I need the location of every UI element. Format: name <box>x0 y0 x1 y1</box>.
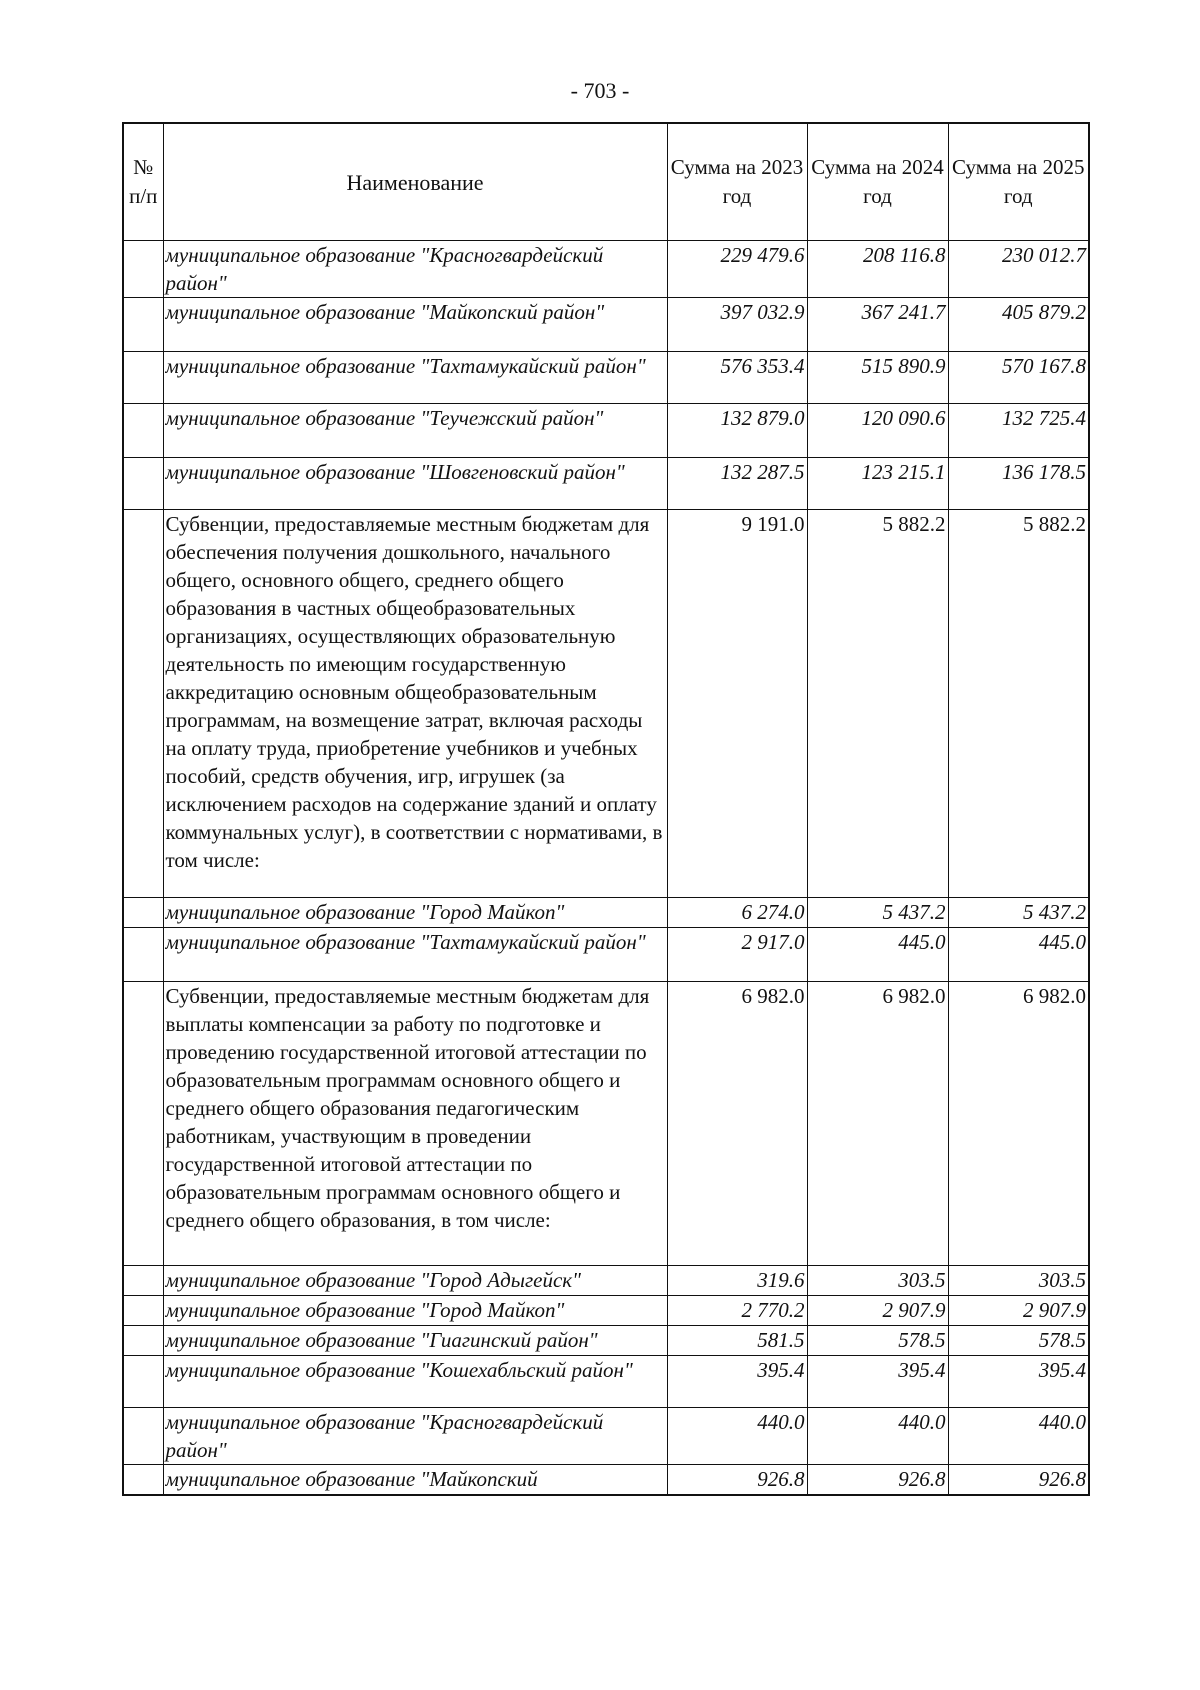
row-2025-cell: 578.5 <box>948 1326 1089 1356</box>
header-2024: Сумма на 2024 год <box>807 123 948 241</box>
table-row <box>123 1326 1089 1356</box>
header-name: Наименование <box>163 123 667 241</box>
row-2023-cell: 395.4 <box>667 1356 807 1408</box>
table-row <box>123 458 1089 510</box>
row-2024-cell: 120 090.6 <box>807 404 948 458</box>
row-name-cell: муниципальное образование "Красногвардейский район" <box>163 241 667 298</box>
table-row <box>123 1408 1089 1465</box>
row-name-cell: муниципальное образование "Теучежский район" <box>163 404 667 458</box>
row-2024-cell: 445.0 <box>807 928 948 982</box>
row-2024-cell: 123 215.1 <box>807 458 948 510</box>
table-row <box>123 982 1089 1266</box>
budget-table <box>122 122 1090 1496</box>
table-row <box>123 928 1089 982</box>
row-2024-cell: 6 982.0 <box>807 982 948 1266</box>
row-2024-cell: 5 882.2 <box>807 510 948 898</box>
row-2024-cell: 5 437.2 <box>807 898 948 928</box>
row-name-cell: муниципальное образование "Гиагинский район" <box>163 1326 667 1356</box>
row-2023-cell: 581.5 <box>667 1326 807 1356</box>
table-row <box>123 898 1089 928</box>
header-2023: Сумма на 2023 год <box>667 123 807 241</box>
row-name-cell: Субвенции, предоставляемые местным бюджетам для выплаты компенсации за работу по подготовке и проведению государственной итоговой аттестации по образовательным программам основного общего и среднего общего образования педагогическим работникам, участвующим в проведении государственной итоговой аттестации по образовательным программам основного общего и среднего общего образования, в том числе: <box>163 982 667 1266</box>
row-number-cell <box>123 898 163 928</box>
row-2023-cell: 319.6 <box>667 1266 807 1296</box>
row-2024-cell: 367 241.7 <box>807 298 948 352</box>
row-2024-cell: 395.4 <box>807 1356 948 1408</box>
row-number-cell <box>123 1465 163 1495</box>
row-name-cell: муниципальное образование "Майкопский <box>163 1465 667 1495</box>
row-2023-cell: 132 879.0 <box>667 404 807 458</box>
row-2024-cell: 2 907.9 <box>807 1296 948 1326</box>
row-2025-cell: 440.0 <box>948 1408 1089 1465</box>
header-2025: Сумма на 2025 год <box>948 123 1089 241</box>
table-row <box>123 1465 1089 1495</box>
row-2023-cell: 9 191.0 <box>667 510 807 898</box>
row-2025-cell: 5 882.2 <box>948 510 1089 898</box>
row-name-cell: муниципальное образование "Тахтамукайский район" <box>163 352 667 404</box>
row-2025-cell: 303.5 <box>948 1266 1089 1296</box>
row-2023-cell: 926.8 <box>667 1465 807 1495</box>
row-2023-cell: 2 770.2 <box>667 1296 807 1326</box>
row-name-cell: муниципальное образование "Кошехабльский район" <box>163 1356 667 1408</box>
table-row <box>123 1266 1089 1296</box>
row-number-cell <box>123 1266 163 1296</box>
row-2023-cell: 229 479.6 <box>667 241 807 298</box>
row-2023-cell: 132 287.5 <box>667 458 807 510</box>
row-2025-cell: 5 437.2 <box>948 898 1089 928</box>
row-2025-cell: 6 982.0 <box>948 982 1089 1266</box>
row-number-cell <box>123 1296 163 1326</box>
row-number-cell <box>123 1408 163 1465</box>
row-2025-cell: 405 879.2 <box>948 298 1089 352</box>
row-number-cell <box>123 1326 163 1356</box>
page-number: - 703 - <box>570 78 630 103</box>
row-2025-cell: 132 725.4 <box>948 404 1089 458</box>
table-row <box>123 352 1089 404</box>
row-name-cell: муниципальное образование "Город Адыгейск" <box>163 1266 667 1296</box>
row-name-cell: муниципальное образование "Город Майкоп" <box>163 1296 667 1326</box>
row-name-cell: муниципальное образование "Город Майкоп" <box>163 898 667 928</box>
row-name-cell: муниципальное образование "Шовгеновский район" <box>163 458 667 510</box>
row-2024-cell: 303.5 <box>807 1266 948 1296</box>
row-2024-cell: 578.5 <box>807 1326 948 1356</box>
row-2023-cell: 2 917.0 <box>667 928 807 982</box>
row-2023-cell: 440.0 <box>667 1408 807 1465</box>
table-row <box>123 241 1089 298</box>
row-2023-cell: 6 982.0 <box>667 982 807 1266</box>
table-row <box>123 404 1089 458</box>
table-row <box>123 510 1089 898</box>
row-number-cell <box>123 928 163 982</box>
row-2024-cell: 440.0 <box>807 1408 948 1465</box>
row-name-cell: Субвенции, предоставляемые местным бюджетам для обеспечения получения дошкольного, начального общего, основного общего, среднего общего образования в частных общеобразовательных организациях, осуществляющих образовательную деятельность по имеющим государственную аккредитацию основным общеобразовательным программам, на возмещение затрат, включая расходы на оплату труда, приобретение учебников и учебных пособий, средств обучения, игр, игрушек (за исключением расходов на содержание зданий и оплату коммунальных услуг), в соответствии с нормативами, в том числе: <box>163 510 667 898</box>
row-2025-cell: 136 178.5 <box>948 458 1089 510</box>
row-number-cell <box>123 352 163 404</box>
row-number-cell <box>123 1356 163 1408</box>
table-row <box>123 1296 1089 1326</box>
row-2023-cell: 576 353.4 <box>667 352 807 404</box>
row-2024-cell: 515 890.9 <box>807 352 948 404</box>
row-2023-cell: 397 032.9 <box>667 298 807 352</box>
row-name-cell: муниципальное образование "Майкопский район" <box>163 298 667 352</box>
row-2025-cell: 2 907.9 <box>948 1296 1089 1326</box>
row-2025-cell: 570 167.8 <box>948 352 1089 404</box>
row-2023-cell: 6 274.0 <box>667 898 807 928</box>
row-number-cell <box>123 404 163 458</box>
row-number-cell <box>123 241 163 298</box>
row-2024-cell: 926.8 <box>807 1465 948 1495</box>
row-2025-cell: 926.8 <box>948 1465 1089 1495</box>
row-number-cell <box>123 458 163 510</box>
row-name-cell: муниципальное образование "Красногвардейский район" <box>163 1408 667 1465</box>
row-2025-cell: 395.4 <box>948 1356 1089 1408</box>
table-header-row <box>123 123 1089 241</box>
table-row <box>123 298 1089 352</box>
row-number-cell <box>123 982 163 1266</box>
row-number-cell <box>123 510 163 898</box>
header-number: № п/п <box>123 123 163 241</box>
row-number-cell <box>123 298 163 352</box>
row-2025-cell: 230 012.7 <box>948 241 1089 298</box>
table-row <box>123 1356 1089 1408</box>
row-2025-cell: 445.0 <box>948 928 1089 982</box>
row-2024-cell: 208 116.8 <box>807 241 948 298</box>
row-name-cell: муниципальное образование "Тахтамукайский район" <box>163 928 667 982</box>
